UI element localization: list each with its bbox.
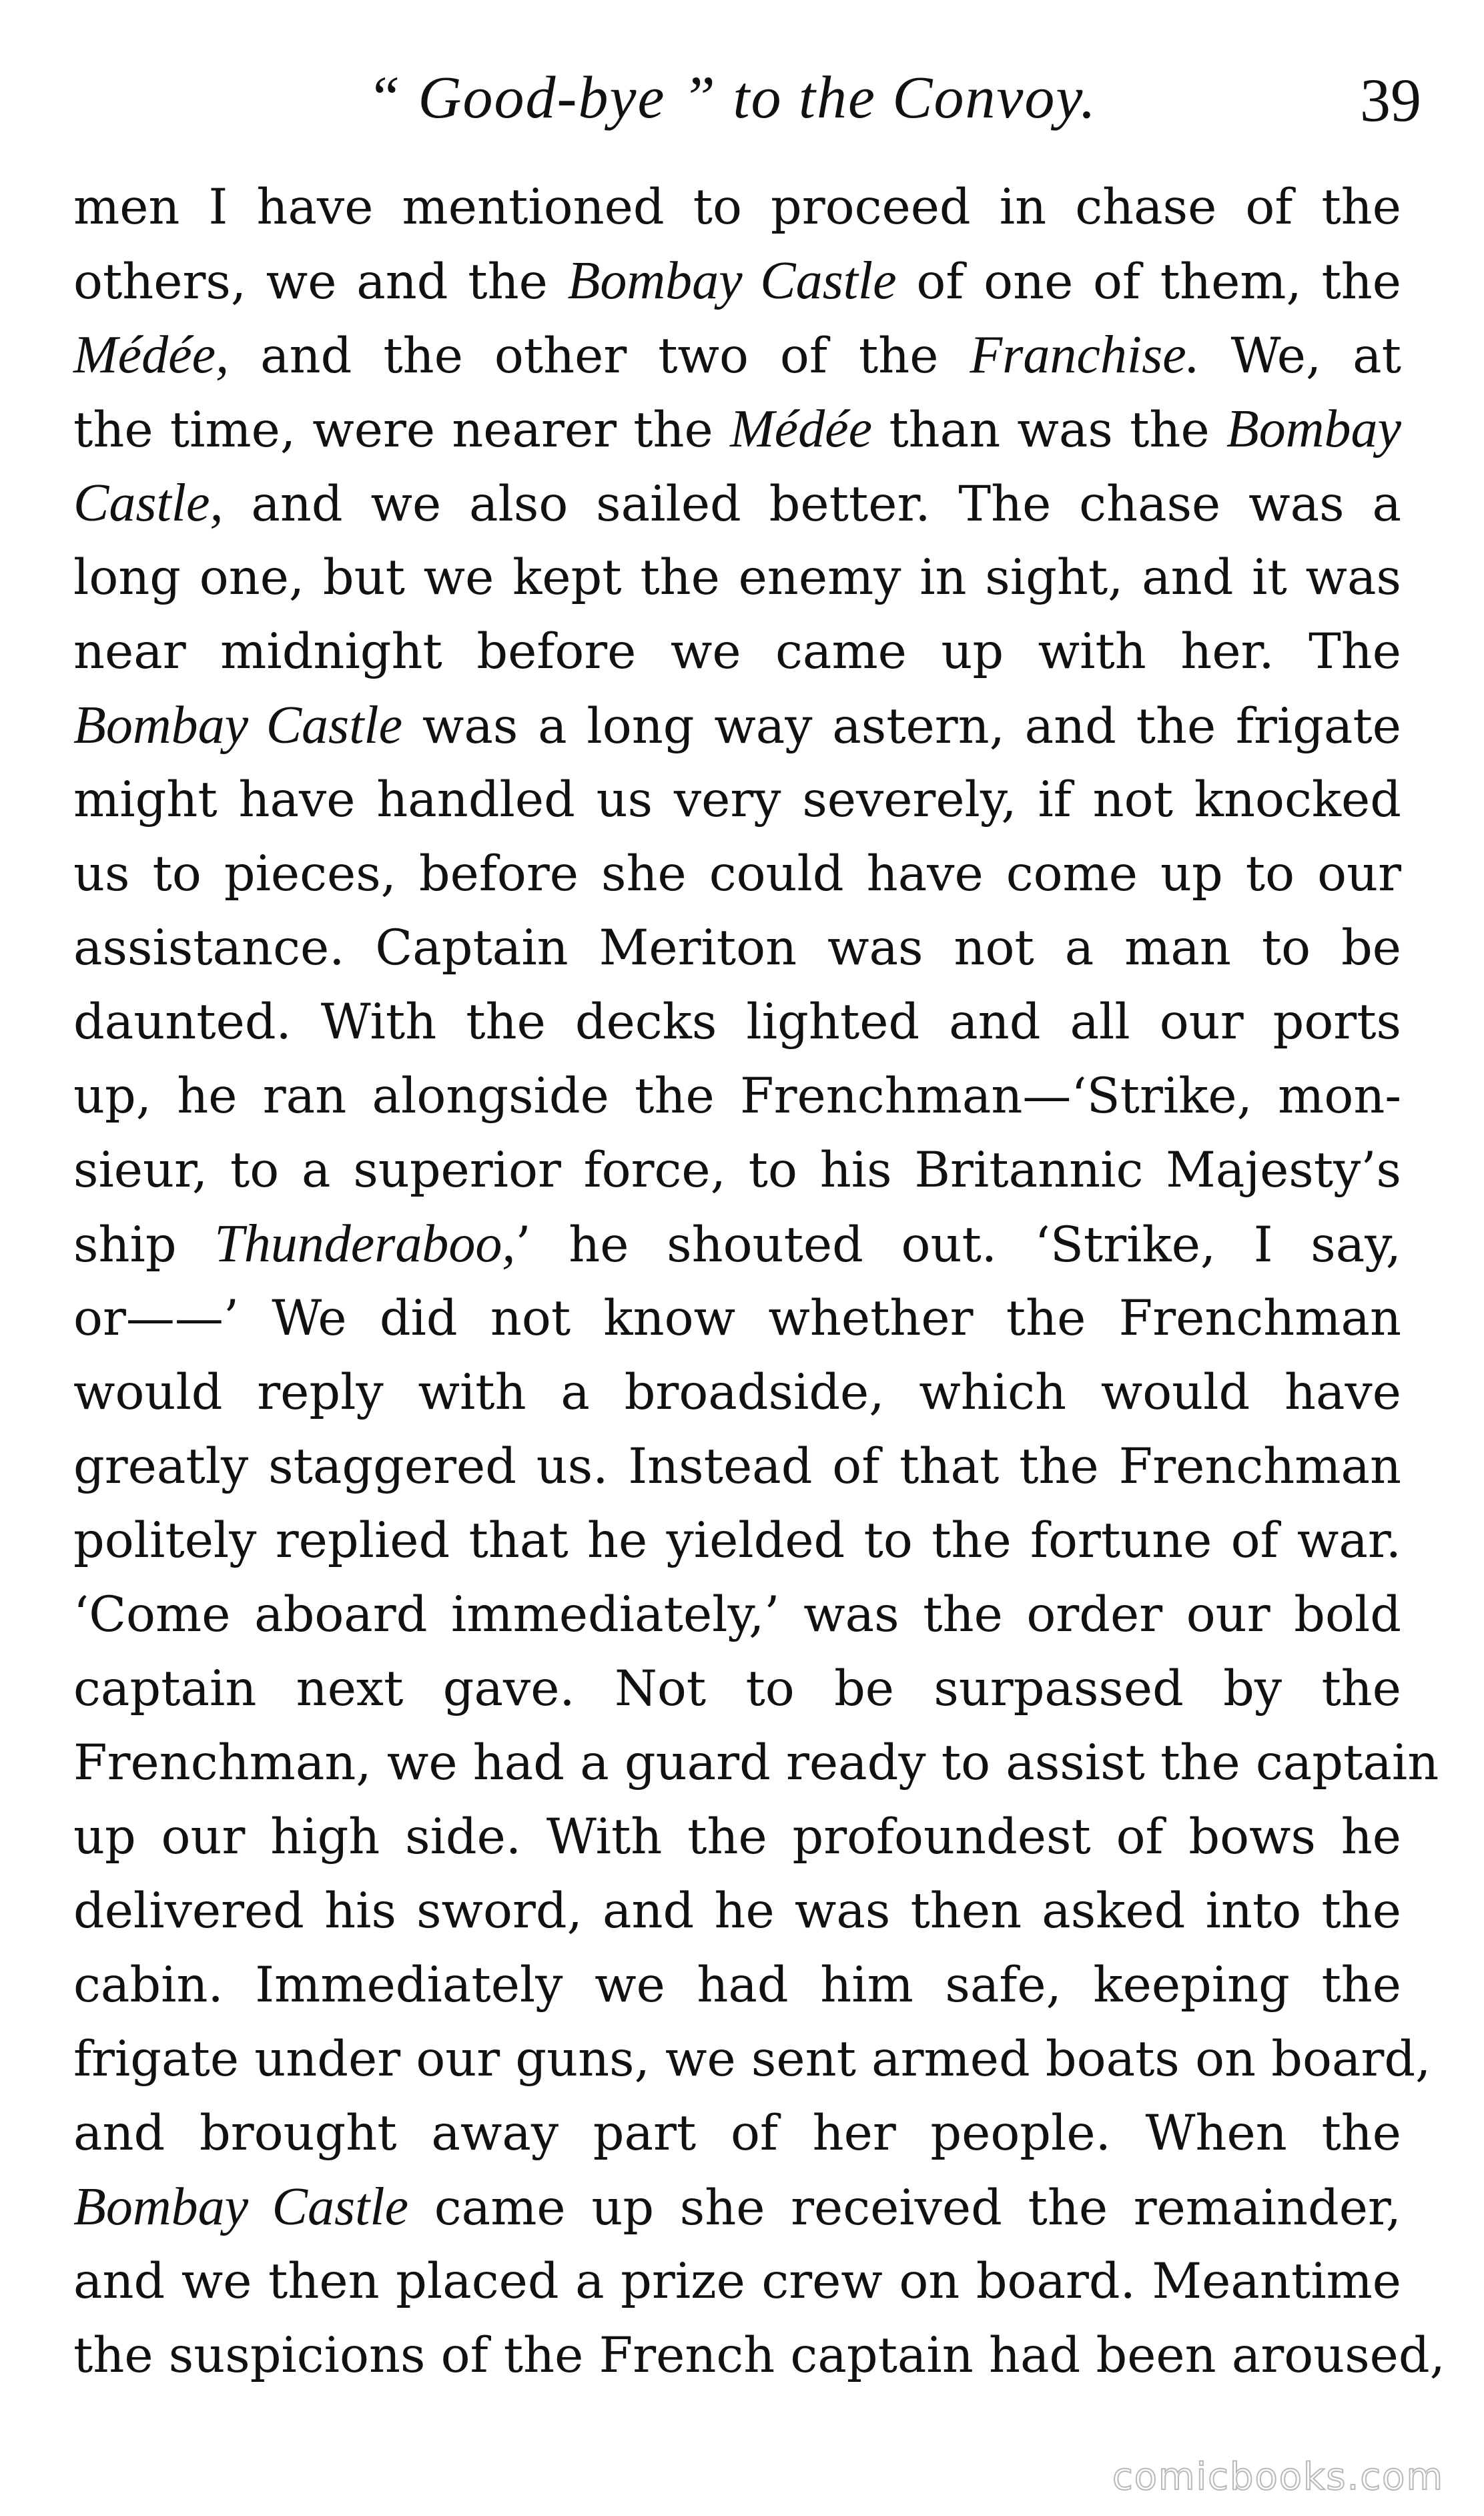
text-run: came up she received the remainder, (408, 2180, 1401, 2236)
body-text (73, 170, 1445, 2393)
italic-text: Bombay Castle (73, 696, 403, 755)
text-run: frigate under our guns, we sent armed boats on board, (73, 2031, 1431, 2088)
text-line (73, 244, 1401, 318)
text-line (73, 170, 1401, 244)
text-run: assistance. Captain Meriton was not a man to be (73, 920, 1401, 976)
italic-text: Bombay Castle (567, 252, 897, 310)
text-run: politely replied that he yielded to the fortune of war. (73, 1512, 1401, 1569)
text-line (73, 1800, 1401, 1874)
text-line (73, 1207, 1401, 1281)
text-run: of one of them, the (896, 254, 1401, 310)
text-line (73, 392, 1401, 466)
text-run: ship (73, 1217, 215, 1273)
text-line (73, 318, 1401, 392)
text-line (73, 466, 1401, 541)
text-line (73, 689, 1401, 763)
text-line (73, 763, 1401, 837)
text-line (73, 541, 1401, 615)
text-line (73, 1504, 1401, 1578)
text-run: the suspicions of the French captain had been aroused, (73, 2327, 1445, 2384)
italic-text: Médée (729, 400, 873, 458)
text-run: cabin. Immediately we had him safe, keeping the (73, 1957, 1401, 2013)
text-line (73, 1652, 1401, 1726)
text-run: sieur, to a superior force, to his Britannic Majesty’s (73, 1142, 1401, 1199)
text-run: would reply with a broadside, which would have (73, 1364, 1401, 1421)
text-line (73, 2244, 1401, 2318)
running-head (73, 63, 1421, 143)
italic-text: Bombay Castle (73, 2178, 409, 2236)
text-run: near midnight before we came up with her. The (73, 623, 1401, 680)
watermark-logo: comicbooks.com (1112, 2455, 1444, 2499)
text-line (73, 2318, 1445, 2393)
text-line (73, 1281, 1401, 1355)
text-run: and we then placed a prize crew on board. Meantime (73, 2253, 1401, 2310)
text-run: daunted. With the decks lighted and all our ports (73, 994, 1401, 1050)
text-line (73, 2170, 1401, 2244)
text-run: greatly staggered us. Instead of that the Frenchman (73, 1438, 1401, 1495)
text-run: was a long way astern, and the frigate (402, 698, 1401, 755)
text-line (73, 1430, 1401, 1504)
text-run: others, we and the (73, 254, 568, 310)
text-line (73, 837, 1401, 911)
text-line (73, 1874, 1401, 1948)
text-run: up, he ran alongside the Frenchman—‘Strike, mon- (73, 1068, 1401, 1125)
text-run: long one, but we kept the enemy in sight, and it was (73, 549, 1401, 606)
text-line (73, 1726, 1439, 1800)
text-run: captain next gave. Not to be surpassed by the (73, 1660, 1401, 1717)
text-line (73, 985, 1401, 1059)
text-line (73, 911, 1401, 985)
text-run: We, at (1199, 328, 1401, 384)
text-run: up our high side. With the profoundest of bows he (73, 1809, 1401, 1865)
text-run: ‘Come aboard immediately,’ was the order our bold (73, 1586, 1401, 1643)
italic-text: Franchise. (970, 326, 1200, 384)
text-line (73, 2022, 1431, 2096)
text-run: or——’ We did not know whether the Frenchman (73, 1290, 1401, 1347)
italic-text: Castle, (73, 474, 224, 533)
text-line (73, 1948, 1401, 2022)
text-run: and we also sailed better. The chase was a (223, 476, 1401, 533)
text-line (73, 1133, 1401, 1207)
text-run: Frenchman, we had a guard ready to assist the captain (73, 1735, 1439, 1791)
text-line (73, 1059, 1401, 1133)
text-run: the time, were nearer the (73, 402, 730, 458)
chapter-heading: “ Good-bye ” to the Convoy. (367, 65, 1097, 131)
text-run: might have handled us very severely, if not knocked (73, 771, 1401, 828)
text-line (73, 2096, 1401, 2170)
text-run: us to pieces, before she could have come up to our (73, 846, 1401, 902)
text-run: than was the (872, 402, 1226, 458)
text-run: and the other two of the (229, 328, 970, 384)
text-run: ’ he shouted out. ‘Strike, I say, (515, 1217, 1402, 1273)
page-number: 39 (1360, 66, 1421, 134)
text-run: delivered his sword, and he was then asked into the (73, 1883, 1401, 1939)
text-run: and brought away part of her people. When the (73, 2105, 1401, 2162)
italic-text: Médée, (73, 326, 230, 384)
italic-text: Thunderaboo, (214, 1215, 516, 1273)
text-line (73, 1355, 1401, 1430)
text-line (73, 615, 1401, 689)
text-run: men I have mentioned to proceed in chase of the (73, 179, 1401, 236)
italic-text: Bombay (1226, 400, 1402, 458)
text-line (73, 1578, 1401, 1652)
